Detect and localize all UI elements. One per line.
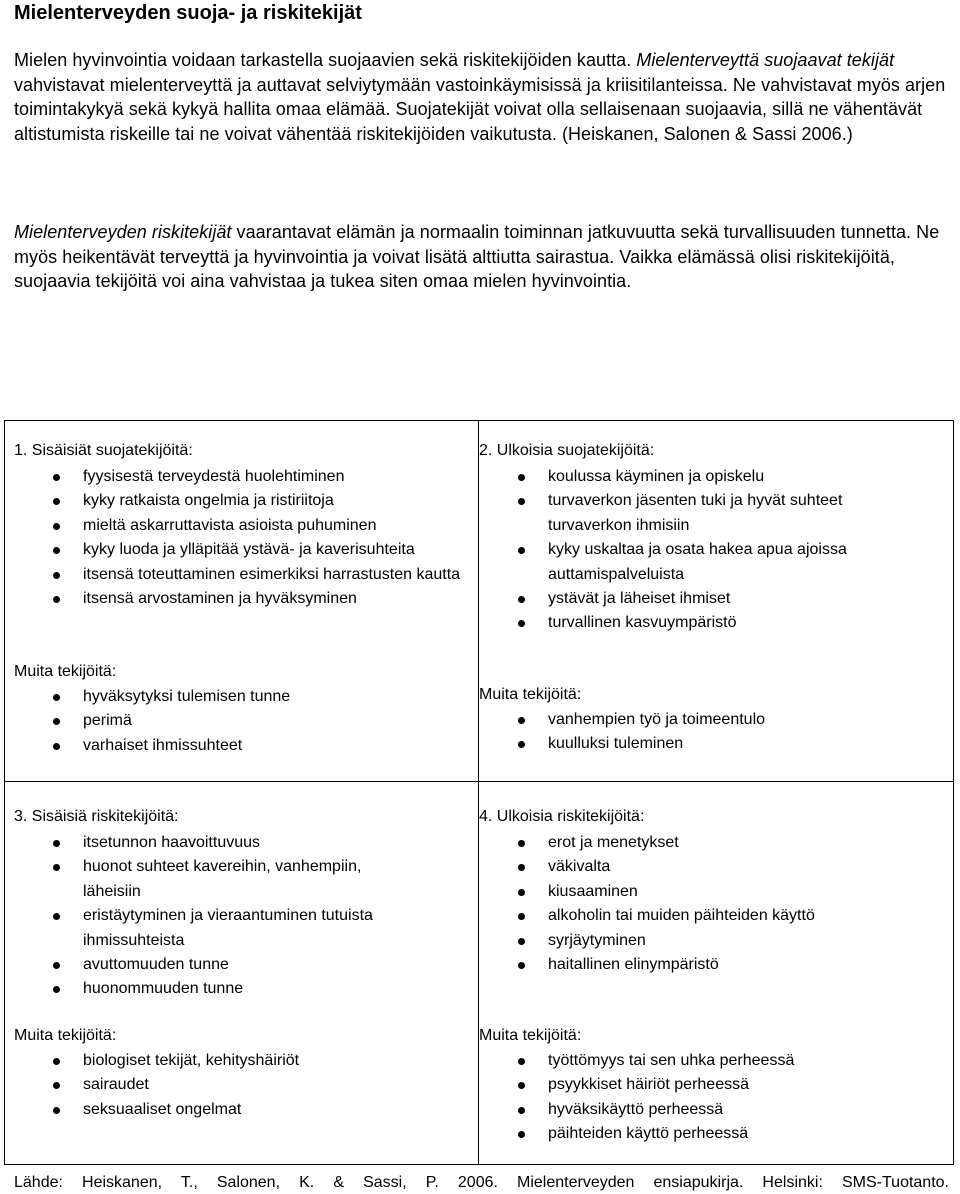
list-item: työttömyys tai sen uhka perheessä xyxy=(548,1049,938,1073)
intro-italic-term: Mielenterveyttä suojaavat tekijät xyxy=(636,50,895,70)
list-item: hyväksytyksi tulemisen tunne xyxy=(83,685,473,709)
list-item: väkivalta xyxy=(548,855,938,879)
risk-paragraph xyxy=(14,220,949,294)
list-item: kiusaaminen xyxy=(548,880,938,904)
page-title: Mielenterveyden suoja- ja riskitekijät xyxy=(14,2,362,24)
list-item: kyky ratkaista ongelmia ja ristiriitoja xyxy=(83,489,473,513)
box-internal-protective xyxy=(4,420,479,782)
bullet-icon xyxy=(53,474,60,481)
bullet-icon xyxy=(518,913,525,920)
bullet-icon xyxy=(518,547,525,554)
bullet-list xyxy=(83,831,413,1002)
intro-text-1: Mielen hyvinvointia voidaan tarkastella suojaavien sekä riskitekijöiden kautta. xyxy=(14,50,637,70)
bullet-list xyxy=(83,465,473,611)
list-item: fyysisestä terveydestä huolehtiminen xyxy=(83,465,473,489)
bullet-icon xyxy=(518,1082,525,1089)
list-item: erot ja menetykset xyxy=(548,831,938,855)
list-item: biologiset tekijät, kehityshäiriöt xyxy=(83,1049,473,1073)
risk-text: vaarantavat elämän ja normaalin toiminnan jatkuvuutta sekä turvallisuuden tunnetta. Ne myös heikentävät terveyttä ja hyvinvointia ja voivat lisätä alttiutta sairastua. Vaikka elämässä olisi riskitekijöitä, suojaavia tekijöitä voi aina vahvistaa ja tukea siten omaa mielen hyvinvointia. xyxy=(14,222,940,292)
list-item: huonommuuden tunne xyxy=(83,977,413,1001)
list-item: sairaudet xyxy=(83,1073,473,1097)
bullet-icon xyxy=(53,913,60,920)
bullet-icon xyxy=(518,864,525,871)
bullet-icon xyxy=(518,474,525,481)
bullet-list xyxy=(548,465,893,636)
bullet-list xyxy=(548,831,938,977)
list-item: avuttomuuden tunne xyxy=(83,953,413,977)
box-heading: 2. Ulkoisia suojatekijöitä: xyxy=(479,442,655,459)
list-item: turvaverkon jäsenten tuki ja hyvät suhteet turvaverkon ihmisiin xyxy=(548,489,893,538)
bullet-icon xyxy=(518,717,525,724)
box-heading: 1. Sisäisiät suojatekijöitä: xyxy=(14,442,193,459)
list-item: päihteiden käyttö perheessä xyxy=(548,1122,938,1146)
list-item: vanhempien työ ja toimeentulo xyxy=(548,708,938,732)
bullet-icon xyxy=(518,741,525,748)
bullet-icon xyxy=(53,743,60,750)
bullet-list xyxy=(548,708,938,757)
list-item: seksuaaliset ongelmat xyxy=(83,1098,473,1122)
bullet-list xyxy=(83,685,473,758)
bullet-icon xyxy=(53,572,60,579)
bullet-icon xyxy=(518,620,525,627)
bullet-icon xyxy=(518,889,525,896)
box-external-risk xyxy=(478,781,954,1165)
intro-text-2: vahvistavat mielenterveyttä ja auttavat selviytymään vastoinkäymisissä ja kriisitilanteissa. Ne vahvistavat myös arjen toimintakykyä sekä kykyä hallita omaa elämää. Suojatekijät voivat olla sellaisenaan suojaavia, sillä ne vähentävät altistumista riskeille tai ne voivat vähentää riskitekijöiden vaikutusta. (Heiskanen, Salonen & Sassi 2006.) xyxy=(14,74,946,144)
list-item: varhaiset ihmissuhteet xyxy=(83,734,473,758)
bullet-icon xyxy=(53,840,60,847)
bullet-icon xyxy=(518,1058,525,1065)
bullet-icon xyxy=(53,962,60,969)
list-item: koulussa käyminen ja opiskelu xyxy=(548,465,893,489)
list-item: itsensä arvostaminen ja hyväksyminen xyxy=(83,587,473,611)
box-heading: 3. Sisäisiä riskitekijöitä: xyxy=(14,808,179,825)
bullet-icon xyxy=(518,840,525,847)
other-factors-heading: Muita tekijöitä: xyxy=(14,663,117,680)
list-item: syrjäytyminen xyxy=(548,929,938,953)
list-item: hyväksikäyttö perheessä xyxy=(548,1098,938,1122)
box-internal-risk xyxy=(4,781,479,1165)
bullet-list xyxy=(83,1049,473,1122)
risk-italic-term: Mielenterveyden riskitekijät xyxy=(14,222,232,242)
list-item: kuulluksi tuleminen xyxy=(548,732,938,756)
bullet-icon xyxy=(53,986,60,993)
list-item: itsensä toteuttaminen esimerkiksi harrastusten kautta xyxy=(83,563,473,587)
other-factors-heading: Muita tekijöitä: xyxy=(479,1027,582,1044)
list-item: psyykkiset häiriöt perheessä xyxy=(548,1073,938,1097)
bullet-icon xyxy=(518,1107,525,1114)
bullet-icon xyxy=(53,1082,60,1089)
other-factors-heading: Muita tekijöitä: xyxy=(479,686,582,703)
bullet-icon xyxy=(53,498,60,505)
bullet-icon xyxy=(53,1107,60,1114)
box-external-protective xyxy=(478,420,954,782)
source-citation: Lähde: Heiskanen, T., Salonen, K. & Sassi, P. 2006. Mielenterveyden ensiapukirja. Helsinki: SMS-Tuotanto. xyxy=(14,1174,949,1191)
list-item: ystävät ja läheiset ihmiset xyxy=(548,587,893,611)
list-item: huonot suhteet kavereihin, vanhempiin, läheisiin xyxy=(83,855,413,904)
bullet-icon xyxy=(53,547,60,554)
list-item: turvallinen kasvuympäristö xyxy=(548,611,893,635)
bullet-icon xyxy=(53,523,60,530)
other-factors-heading: Muita tekijöitä: xyxy=(14,1027,117,1044)
list-item: kyky uskaltaa ja osata hakea apua ajoissa auttamispalveluista xyxy=(548,538,893,587)
bullet-icon xyxy=(518,1131,525,1138)
bullet-icon xyxy=(518,962,525,969)
list-item: perimä xyxy=(83,709,473,733)
bullet-list xyxy=(548,1049,938,1147)
bullet-icon xyxy=(53,694,60,701)
list-item: itsetunnon haavoittuvuus xyxy=(83,831,413,855)
bullet-icon xyxy=(518,596,525,603)
list-item: eristäytyminen ja vieraantuminen tutuista ihmissuhteista xyxy=(83,904,413,953)
box-heading: 4. Ulkoisia riskitekijöitä: xyxy=(479,808,645,825)
bullet-icon xyxy=(53,1058,60,1065)
intro-paragraph xyxy=(14,48,949,146)
list-item: haitallinen elinympäristö xyxy=(548,953,938,977)
list-item: kyky luoda ja ylläpitää ystävä- ja kaverisuhteita xyxy=(83,538,473,562)
bullet-icon xyxy=(518,498,525,505)
bullet-icon xyxy=(53,596,60,603)
list-item: mieltä askarruttavista asioista puhuminen xyxy=(83,514,473,538)
bullet-icon xyxy=(518,938,525,945)
list-item: alkoholin tai muiden päihteiden käyttö xyxy=(548,904,938,928)
bullet-icon xyxy=(53,718,60,725)
bullet-icon xyxy=(53,864,60,871)
